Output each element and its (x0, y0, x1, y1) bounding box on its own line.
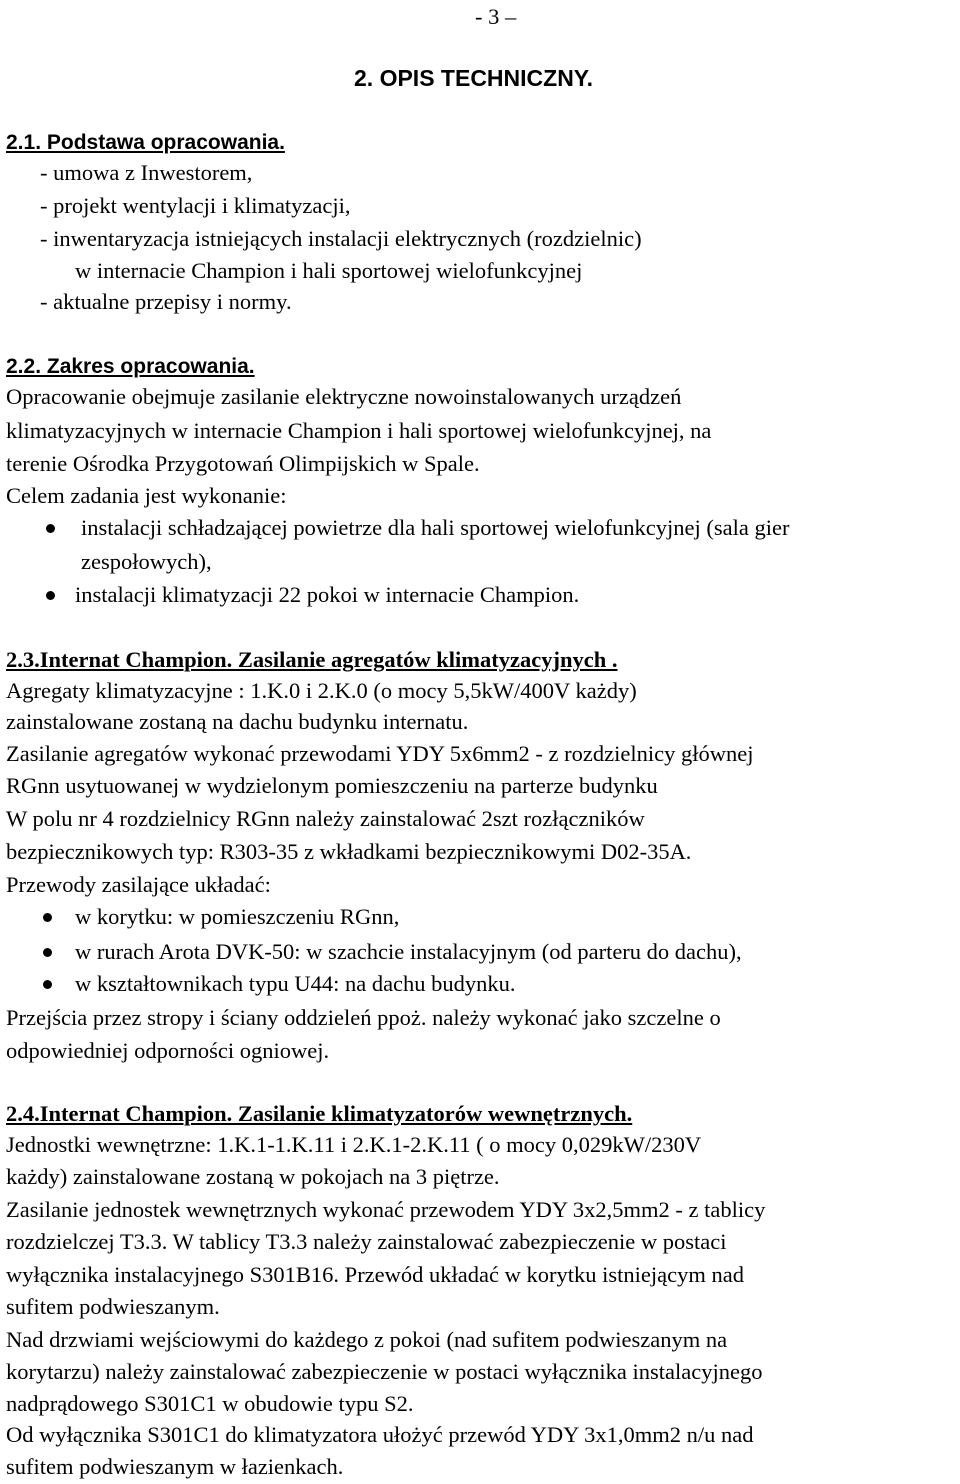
bullet-item: w korytku: w pomieszczeniu RGnn, (75, 904, 400, 929)
bullet-item-continuation: zespołowych), (81, 549, 212, 574)
paragraph-line: Agregaty klimatyzacyjne : 1.K.0 i 2.K.0 (o mocy 5,5kW/400V każdy) (6, 678, 637, 703)
paragraph-line: Zasilanie agregatów wykonać przewodami YDY 5x6mm2 - z rozdzielnicy głównej (6, 741, 754, 766)
paragraph-line: RGnn usytuowanej w wydzielonym pomieszczeniu na parterze budynku (6, 773, 658, 798)
list-item: - umowa z Inwestorem, (40, 160, 253, 185)
paragraph-line: zainstalowane zostaną na dachu budynku internatu. (6, 709, 469, 734)
paragraph-line: rozdzielczej T3.3. W tablicy T3.3 należy zainstalować zabezpieczenie w postaci (6, 1229, 727, 1254)
paragraph-line: Opracowanie obejmuje zasilanie elektryczne nowoinstalowanych urządzeń (6, 384, 682, 409)
paragraph-line: Przejścia przez stropy i ściany oddzieleń ppoż. należy wykonać jako szczelne o (6, 1005, 721, 1030)
paragraph-line: korytarzu) należy zainstalować zabezpieczenie w postaci wyłącznika instalacyjnego (6, 1359, 763, 1384)
section-heading-2-4: 2.4.Internat Champion. Zasilanie klimatyzatorów wewnętrznych. (6, 1101, 633, 1126)
bullet-icon (43, 948, 52, 957)
document-title: 2. OPIS TECHNICZNY. (354, 65, 593, 91)
paragraph-line: odpowiedniej odporności ogniowej. (6, 1038, 330, 1063)
paragraph-line: sufitem podwieszanym. (6, 1294, 220, 1319)
paragraph-line: Nad drzwiami wejściowymi do każdego z pokoi (nad sufitem podwieszanym na (6, 1327, 728, 1352)
paragraph-line: klimatyzacyjnych w internacie Champion i hali sportowej wielofunkcyjnej, na (6, 418, 712, 443)
paragraph-line: Przewody zasilające układać: (6, 872, 271, 897)
list-item: - aktualne przepisy i normy. (40, 289, 292, 314)
page-number: - 3 – (475, 4, 517, 29)
section-heading-2-2: 2.2. Zakres opracowania. (6, 355, 255, 378)
paragraph-line: Celem zadania jest wykonanie: (6, 483, 287, 508)
bullet-icon (43, 913, 52, 922)
paragraph-line: Zasilanie jednostek wewnętrznych wykonać przewodem YDY 3x2,5mm2 - z tablicy (6, 1197, 766, 1222)
paragraph-line: W polu nr 4 rozdzielnicy RGnn należy zainstalować 2szt rozłączników (6, 806, 645, 831)
paragraph-line: nadprądowego S301C1 w obudowie typu S2. (6, 1391, 414, 1416)
list-item: - projekt wentylacji i klimatyzacji, (40, 193, 351, 218)
paragraph-line: każdy) zainstalowane zostaną w pokojach na 3 piętrze. (6, 1164, 500, 1189)
bullet-item: instalacji schładzającej powietrze dla hali sportowej wielofunkcyjnej (sala gier (81, 515, 790, 540)
bullet-item: w rurach Arota DVK-50: w szachcie instalacyjnym (od parteru do dachu), (75, 939, 742, 964)
list-item-continuation: w internacie Champion i hali sportowej wielofunkcyjnej (75, 258, 583, 283)
bullet-icon (46, 524, 55, 533)
bullet-icon (43, 980, 52, 989)
bullet-item: instalacji klimatyzacji 22 pokoi w internacie Champion. (75, 582, 580, 607)
list-item: - inwentaryzacja istniejących instalacji elektrycznych (rozdzielnic) (40, 226, 642, 251)
section-heading-2-3: 2.3.Internat Champion. Zasilanie agregatów klimatyzacyjnych . (6, 647, 618, 672)
paragraph-line: wyłącznika instalacyjnego S301B16. Przewód układać w korytku istniejącym nad (6, 1262, 744, 1287)
paragraph-line: Od wyłącznika S301C1 do klimatyzatora ułożyć przewód YDY 3x1,0mm2 n/u nad (6, 1422, 754, 1447)
paragraph-line: bezpiecznikowych typ: R303-35 z wkładkami bezpiecznikowymi D02-35A. (6, 839, 692, 864)
bullet-icon (46, 591, 55, 600)
bullet-item: w kształtownikach typu U44: na dachu budynku. (75, 971, 516, 996)
paragraph-line: sufitem podwieszanym w łazienkach. (6, 1454, 344, 1479)
paragraph-line: Jednostki wewnętrzne: 1.K.1-1.K.11 i 2.K.1-2.K.11 ( o mocy 0,029kW/230V (6, 1132, 702, 1157)
section-heading-2-1: 2.1. Podstawa opracowania. (6, 131, 285, 154)
paragraph-line: terenie Ośrodka Przygotowań Olimpijskich w Spale. (6, 451, 480, 476)
